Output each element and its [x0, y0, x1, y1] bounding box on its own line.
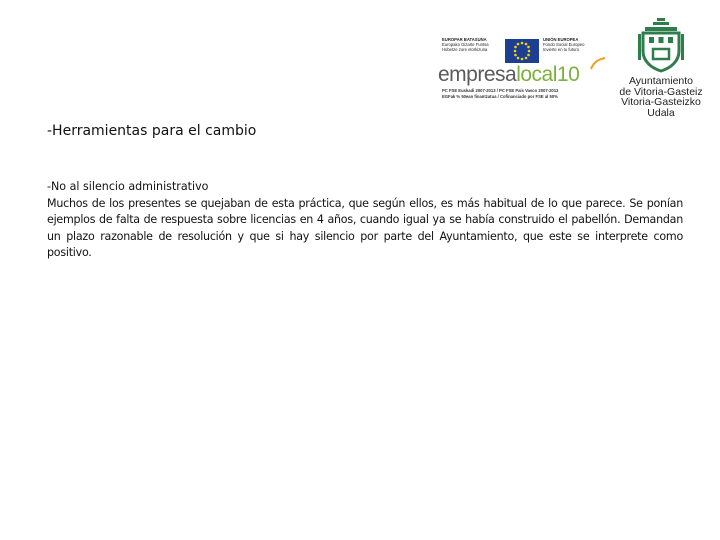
ayuntamiento-line: de Vitoria-Gasteiz	[619, 85, 703, 98]
subheading: -No al silencio administrativo	[47, 180, 209, 193]
funding-line: EGFak % 50ean finantzatua / Cofinanciado por FSE al 50%	[442, 94, 558, 99]
eu-left-line: Hobetze zure etorkizuna	[442, 47, 488, 53]
ayuntamiento-line: Udala	[647, 106, 675, 119]
ayuntamiento-line: Vitoria-Gasteizko	[621, 96, 701, 108]
brand-part-local: local10	[516, 63, 580, 86]
eu-funding-banner	[442, 37, 604, 65]
brand-wordmark	[438, 63, 608, 87]
funding-caption	[442, 88, 608, 100]
eu-right-line: Fondo Social Europeo	[543, 42, 585, 48]
eu-left-line: EUROPAR BATASUNA	[442, 37, 487, 42]
eu-right-line: UNIÓN EUROPEA	[543, 37, 579, 42]
empresalocal-logo	[438, 33, 608, 115]
ayuntamiento-line: Ayuntamiento	[628, 75, 693, 87]
ayuntamiento-name	[615, 76, 707, 118]
swoosh-icon	[590, 57, 606, 71]
funding-line: PC FSE Euskadi 2007-2013 / PC FSE País Vasco 2007-2013	[442, 88, 559, 93]
crest-icon	[635, 18, 687, 76]
body-text	[47, 179, 683, 262]
eu-flag-icon	[505, 39, 539, 63]
eu-left-line: Europako Gizarte Funtsa	[442, 42, 489, 48]
section-heading: -Herramientas para el cambio	[47, 123, 257, 139]
paragraph: Muchos de los presentes se quejaban de esta práctica, que según ellos, es más habitual de lo que parece. Se ponían ejemplos de falta de respuesta sobre licencias en 4 años, cuando igual ya se había construido el pabellón. Demandan un plazo razonable de resolución y que si hay silencio por parte del Ayuntamiento, que este se interprete como positivo.	[47, 196, 683, 259]
eu-text-spanish	[543, 37, 605, 53]
brand-part-empresa: empresa	[438, 63, 517, 86]
eu-right-line: Invierte en tu futuro	[543, 47, 580, 53]
eu-text-basque	[442, 37, 504, 53]
ayuntamiento-logo	[615, 18, 707, 118]
